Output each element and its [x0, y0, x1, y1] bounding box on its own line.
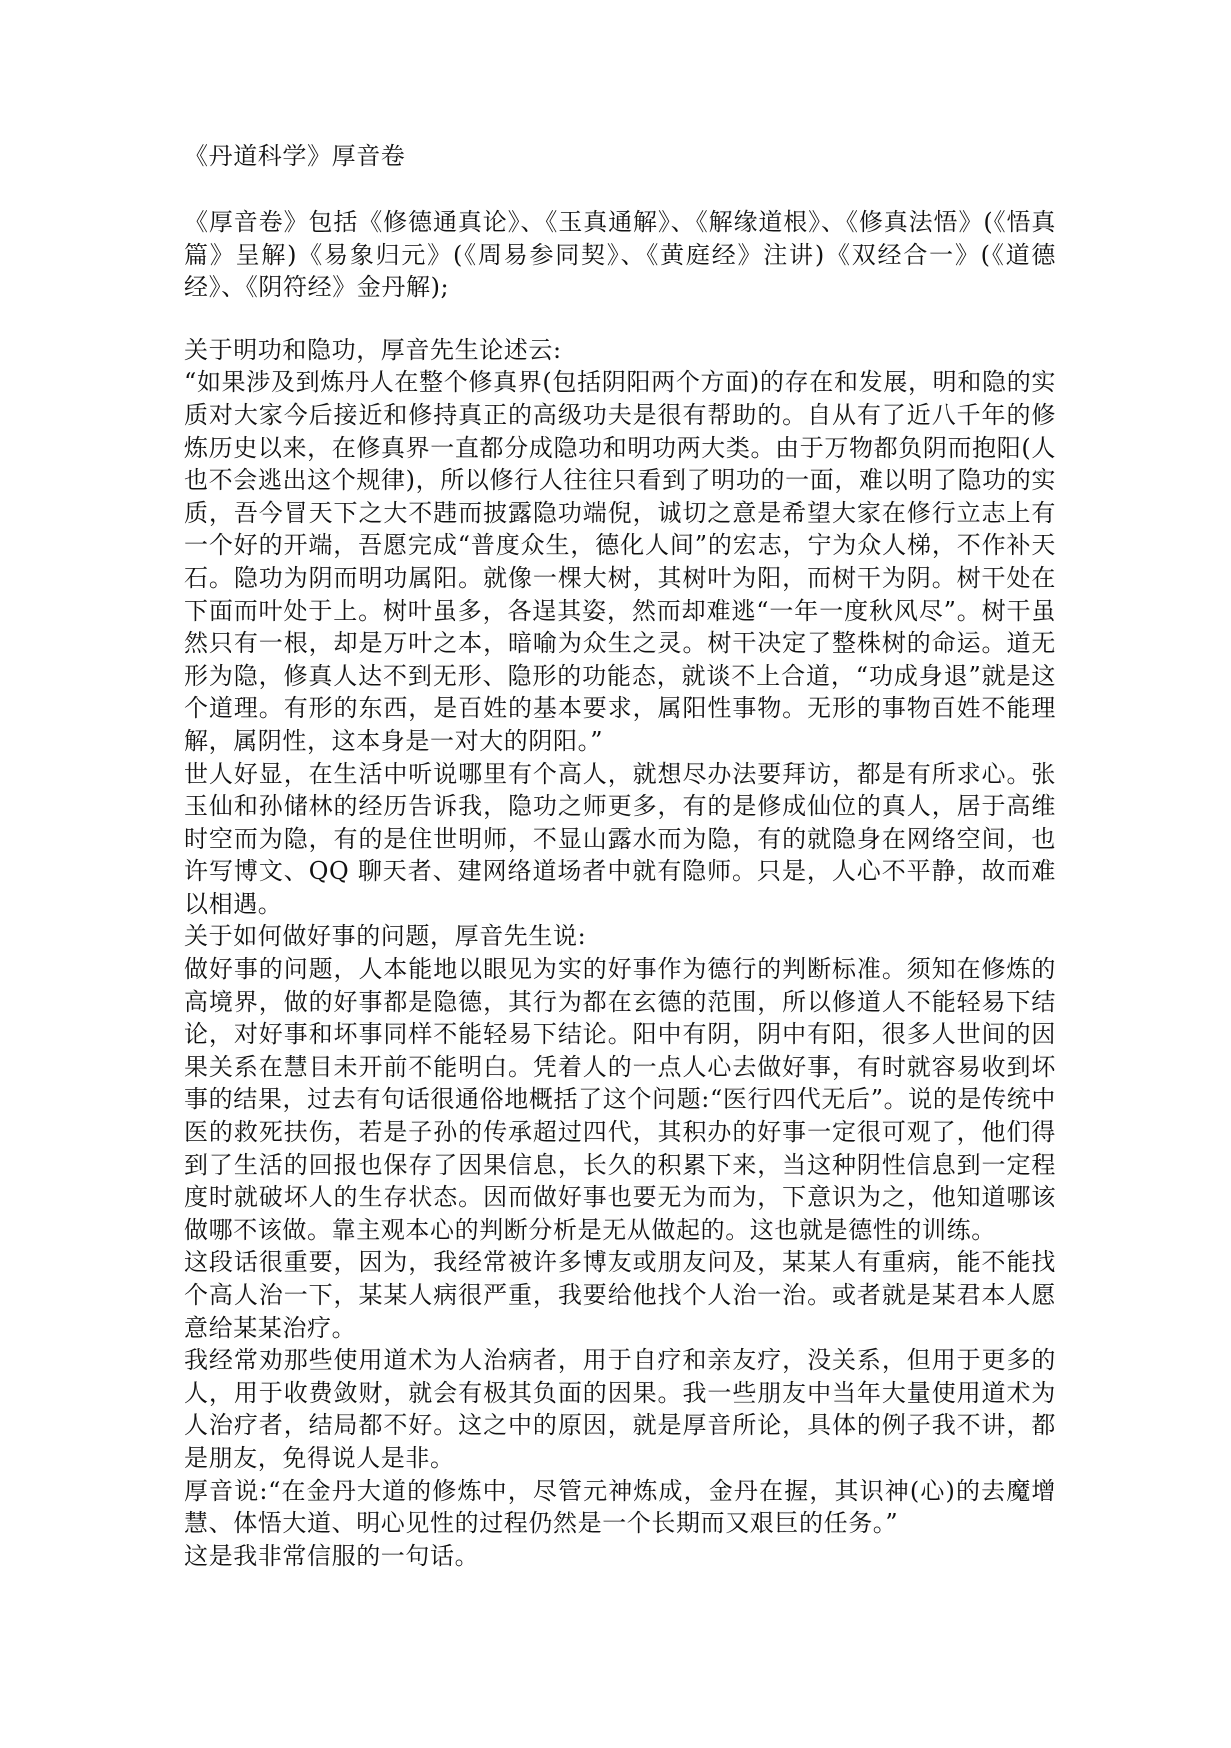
body-paragraph: 这是我非常信服的一句话。 — [184, 1541, 480, 1570]
document-body — [184, 140, 1056, 1572]
intro-paragraph: 《厚音卷》包括《修德通真论》、《玉真通解》、《解缘道根》、《修真法悟》(《悟真篇》呈解)《易象归元》(《周易参同契》、《黄庭经》注讲)《双经合一》(《道德经》、《阴符经》金丹解); — [184, 208, 1056, 302]
body-paragraph: 我经常劝那些使用道术为人治病者，用于自疗和亲友疗，没关系，但用于更多的人，用于收费敛财，就会有极其负面的因果。我一些朋友中当年大量使用道术为人治疗者，结局都不好。这之中的原因，就是厚音所论，具体的例子我不讲，都是朋友，免得说人是非。 — [184, 1346, 1056, 1472]
body-paragraph: “如果涉及到炼丹人在整个修真界(包括阴阳两个方面)的存在和发展，明和隐的实质对大家今后接近和修持真正的高级功夫是很有帮助的。自从有了近八千年的修炼历史以来，在修真界一直都分成隐功和明功两大类。由于万物都负阴而抱阳(人也不会逃出这个规律)，所以修行人往往只看到了明功的一面，难以明了隐功的实质，吾今冒天下之大不韪而披露隐功端倪，诚切之意是希望大家在修行立志上有一个好的开端，吾愿完成“普度众生，德化人间”的宏志，宁为众人梯，不作补天石。隐功为阴而明功属阳。就像一棵大树，其树叶为阳，而树干为阴。树干处在下面而叶处于上。树叶虽多，各逞其姿，然而却难逃“一年一度秋风尽”。树干虽然只有一根，却是万叶之本，暗喻为众生之灵。树干决定了整株树的命运。道无形为隐，修真人达不到无形、隐形的功能态，就谈不上合道，“功成身退”就是这个道理。有形的东西，是百姓的基本要求，属阳性事物。无形的事物百姓不能理解，属阴性，这本身是一对大的阴阳。” — [184, 368, 1056, 755]
body-paragraph: 做好事的问题，人本能地以眼见为实的好事作为德行的判断标准。须知在修炼的高境界，做的好事都是隐德，其行为都在玄德的范围，所以修道人不能轻易下结论，对好事和坏事同样不能轻易下结论。阳中有阴，阴中有阳，很多人世间的因果关系在慧目未开前不能明白。凭着人的一点人心去做好事，有时就容易收到坏事的结果，过去有句话很通俗地概括了这个问题:“医行四代无后”。说的是传统中医的救死扶伤，若是子孙的传承超过四代，其积办的好事一定很可观了，他们得到了生活的回报也保存了因果信息，长久的积累下来，当这种阴性信息到一定程度时就破坏人的生存状态。因而做好事也要无为而为，下意识为之，他知道哪该做哪不该做。靠主观本心的判断分析是无从做起的。这也就是德性的训练。 — [184, 955, 1056, 1244]
body-paragraph: 世人好显，在生活中听说哪里有个高人，就想尽办法要拜访，都是有所求心。张玉仙和孙储林的经历告诉我，隐功之师更多，有的是修成仙位的真人，居于高维时空而为隐，有的是住世明师，不显山露水而为隐，有的就隐身在网络空间，也许写博文、QQ 聊天者、建网络道场者中就有隐师。只是，人心不平静，故而难以相遇。 — [184, 759, 1056, 918]
spacer — [184, 174, 1056, 206]
body-paragraph: 这段话很重要，因为，我经常被许多博友或朋友问及，某某人有重病，能不能找个高人治一下，某某人病很严重，我要给他找个人治一治。或者就是某君本人愿意给某某治疗。 — [184, 1248, 1056, 1342]
body-paragraph: 关于如何做好事的问题，厚音先生说: — [184, 922, 587, 951]
body-paragraph: 厚音说:“在金丹大道的修炼中，尽管元神炼成，金丹在握，其识神(心)的去魔增慧、体悟大道、明心见性的过程仍然是一个长期而又艰巨的任务。” — [184, 1476, 1056, 1538]
spacer — [184, 304, 1056, 334]
body-paragraph: 关于明功和隐功，厚音先生论述云: — [184, 335, 562, 364]
document-title: 《丹道科学》厚音卷 — [184, 142, 406, 170]
